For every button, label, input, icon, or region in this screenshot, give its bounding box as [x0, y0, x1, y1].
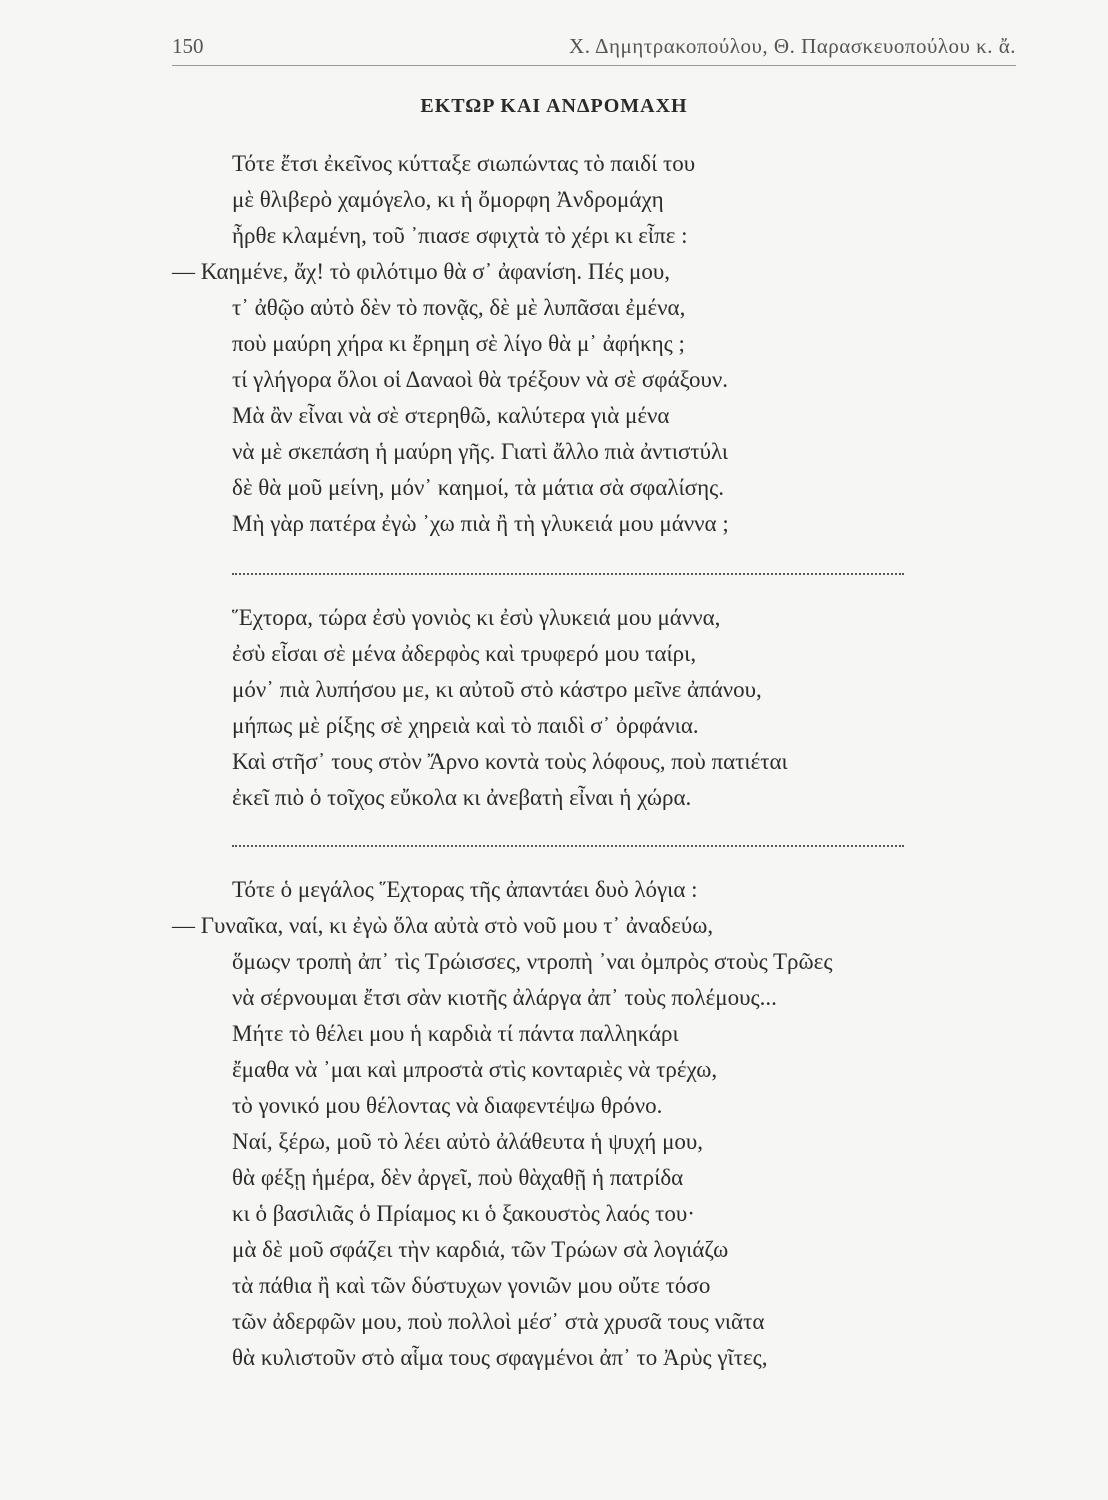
- poem-line: τὰ πάθια ἢ καὶ τῶν δύστυχων γονιῶν μου οὔτε τόσο: [232, 1273, 711, 1298]
- poem-line: Τότε ἔτσι ἐκεῖνος κύτταξε σιωπώντας τὸ παιδί του: [232, 151, 696, 176]
- poem-line: τὸ γονικό μου θέλοντας νὰ διαφεντέψω θρόνο.: [232, 1093, 663, 1118]
- poem-line: θὰ κυλιστοῦν στὸ αἷμα τους σφαγμένοι ἀπ᾿ το Ἀρὺς γῖτες,: [232, 1345, 768, 1370]
- poem-line: τ᾿ ἀθῷο αὐτὸ δὲν τὸ πονᾷς, δὲ μὲ λυπᾶσαι ἐμένα,: [232, 295, 686, 320]
- poem-line: θὰ φέξῃ ἡμέρα, δὲν ἀργεῖ, ποὺ θὰχαθῇ ἡ πατρίδα: [232, 1165, 684, 1190]
- poem-line: ὅμωςν τροπὴ ἀπ᾿ τὶς Τρώισσες, ντροπὴ ᾿ναι ὀμπρὸς στοὺς Τρῶες: [232, 949, 833, 974]
- poem-line: Ἕχτορα, τώρα ἐσὺ γονιὸς κι ἐσὺ γλυκειά μου μάννα,: [232, 605, 721, 630]
- dotted-separator: [232, 845, 904, 847]
- poem-line: — Καημένε, ἄχ! τὸ φιλότιμο θὰ σ᾿ ἀφανίση. Πές μου,: [172, 259, 671, 284]
- poem-line: ἔμαθα νὰ ᾿μαι καὶ μπροστὰ στὶς κονταριὲς νὰ τρέχω,: [232, 1057, 718, 1082]
- poem-line: μὰ δὲ μοῦ σφάζει τὴν καρδιά, τῶν Τρώων σὰ λογιάζω: [232, 1237, 729, 1262]
- poem-line: Μὰ ἂν εἶναι νὰ σὲ στερηθῶ, καλύτερα γιὰ μένα: [232, 403, 670, 428]
- poem-line: νὰ μὲ σκεπάση ἡ μαύρη γῆς. Γιατὶ ἄλλο πιὰ ἀντιστύλι: [232, 439, 729, 464]
- poem-line: Μὴ γὰρ πατέρα ἐγὼ ᾿χω πιὰ ἢ τὴ γλυκειά μου μάννα ;: [232, 511, 729, 536]
- poem-line: Μήτε τὸ θέλει μου ἡ καρδιὰ τί πάντα παλληκάρι: [232, 1021, 679, 1046]
- dotted-separator: [232, 573, 904, 575]
- poem-line: Καὶ στῆσ᾿ τους στὸν Ἄρνο κοντὰ τοὺς λόφους, ποὺ πατιέται: [232, 749, 788, 774]
- running-head: Χ. Δημητρακοπούλου, Θ. Παρασκευοπούλου κ. ἄ.: [569, 34, 1016, 58]
- poem-line: ποὺ μαύρη χήρα κι ἔρημη σὲ λίγο θὰ μ᾿ ἀφήκης ;: [232, 331, 685, 356]
- page-number: 150: [172, 34, 204, 58]
- poem-line: δὲ θὰ μοῦ μείνη, μόν᾿ καημοί, τὰ μάτια σὰ σφαλίσης.: [232, 475, 724, 500]
- poem-line: μὲ θλιβερὸ χαμόγελο, κι ἡ ὄμορφη Ἀνδρομάχη: [232, 187, 664, 212]
- poem-title: ΕΚΤΩΡ ΚΑΙ ΑΝΔΡΟΜΑΧΗ: [420, 95, 688, 117]
- poem-line: μήπως μὲ ρίξης σὲ χηρειὰ καὶ τὸ παιδὶ σ᾿ ὀρφάνια.: [232, 713, 699, 738]
- poem-line: ἦρθε κλαμένη, τοῦ ᾿πιασε σφιχτὰ τὸ χέρι κι εἶπε :: [232, 223, 688, 248]
- poem-line: μόν᾿ πιὰ λυπήσου με, κι αὐτοῦ στὸ κάστρο μεῖνε ἀπάνου,: [232, 677, 762, 702]
- poem-line: ἐκεῖ πιὸ ὁ τοῖχος εὔκολα κι ἀνεβατὴ εἶναι ἡ χώρα.: [232, 785, 692, 810]
- poem-line: κι ὁ βασιλιᾶς ὁ Πρίαμος κι ὁ ξακουστὸς λαός του·: [232, 1201, 695, 1226]
- header-rule: [172, 65, 1016, 66]
- poem-line: Τότε ὁ μεγάλος Ἕχτορας τῆς ἀπαντάει δυὸ λόγια :: [232, 877, 698, 902]
- poem-line: νὰ σέρνουμαι ἔτσι σὰν κιοτῆς ἀλάργα ἀπ᾿ τοὺς πολέμους...: [232, 985, 777, 1010]
- poem-line: τῶν ἀδερφῶν μου, ποὺ πολλοὶ μέσ᾿ στὰ χρυσᾶ τους νιᾶτα: [232, 1309, 765, 1334]
- poem-line: — Γυναῖκα, ναί, κι ἐγὼ ὅλα αὐτὰ στὸ νοῦ μου τ᾿ ἀναδεύω,: [172, 913, 714, 938]
- poem-line: Ναί, ξέρω, μοῦ τὸ λέει αὐτὸ ἀλάθευτα ἡ ψυχή μου,: [232, 1129, 704, 1154]
- page-header: [172, 30, 1016, 66]
- poem-line: τί γλήγορα ὅλοι οἱ Δαναοὶ θὰ τρέξουν νὰ σὲ σφάξουν.: [232, 367, 729, 392]
- poem-line: ἐσὺ εἶσαι σὲ μένα ἀδερφὸς καὶ τρυφερό μου ταίρι,: [232, 641, 697, 666]
